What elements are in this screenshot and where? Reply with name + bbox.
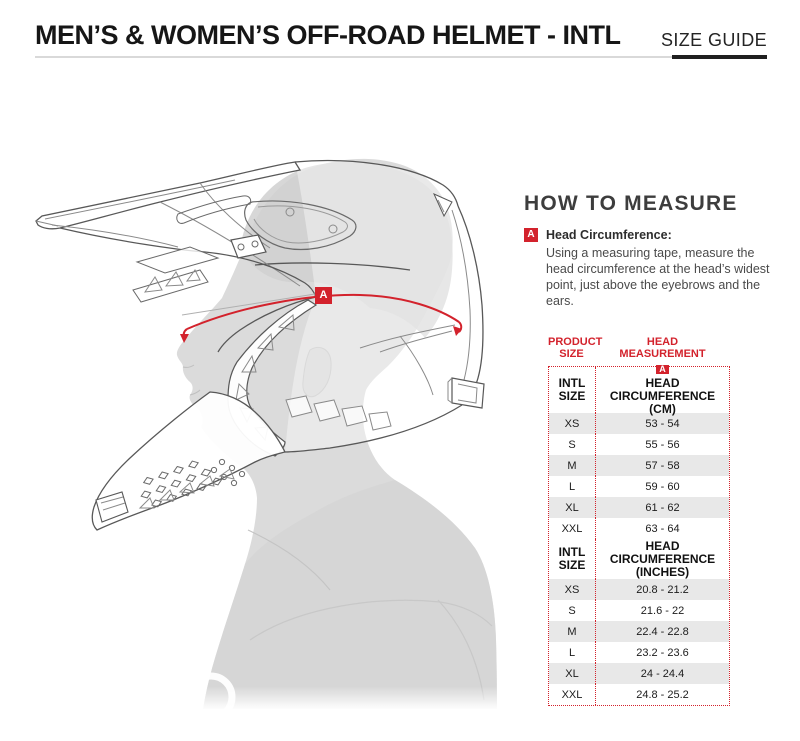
marker-a-badge: A — [524, 228, 538, 242]
how-to-measure-heading: HOW TO MEASURE — [524, 192, 738, 215]
measure-item-line: point, just above the eyebrows and the ears. — [546, 278, 761, 308]
table-row: XXL 24.8 - 25.2 — [549, 684, 729, 705]
table-section-header-cm — [549, 363, 729, 416]
column-header-head-measurement: HEAD MEASUREMENT — [619, 336, 706, 360]
table-row: M 57 - 58 — [549, 455, 729, 476]
table-row: S 21.6 - 22 — [549, 600, 729, 621]
header-divider — [35, 56, 767, 58]
measure-item-head-circumference — [524, 228, 786, 309]
table-row: XXL 63 - 64 — [549, 518, 729, 539]
table-marker-a-badge: A — [656, 365, 669, 374]
measure-item-title: Head Circumference: — [546, 228, 672, 242]
measure-item-text — [546, 228, 786, 309]
size-table — [548, 337, 730, 706]
section-measure-label: HEAD CIRCUMFERENCE (INCHES) — [609, 538, 716, 579]
table-row: S 55 - 56 — [549, 434, 729, 455]
table-row: XL 61 - 62 — [549, 497, 729, 518]
table-row: XL 24 - 24.4 — [549, 663, 729, 684]
column-header-product-size: PRODUCT SIZE — [548, 336, 603, 360]
diagram-marker-a-badge: A — [315, 287, 332, 304]
table-row: M 22.4 - 22.8 — [549, 621, 729, 642]
section-size-label: INTL SIZE — [549, 367, 596, 413]
table-section-header-inches — [549, 539, 729, 579]
table-row: L 23.2 - 23.6 — [549, 642, 729, 663]
page-title: MEN’S & WOMEN’S OFF-ROAD HELMET - INTL — [35, 20, 621, 50]
helmet-diagram-illustration — [15, 140, 530, 741]
size-guide-label: SIZE GUIDE — [660, 30, 767, 50]
table-row: XS 20.8 - 21.2 — [549, 579, 729, 600]
section-measure-label: A HEAD CIRCUMFERENCE (CM) — [609, 363, 716, 416]
table-row: XS 53 - 54 — [549, 413, 729, 434]
size-table-column-headers — [548, 337, 730, 360]
measure-item-line: Using a measuring tape, measure the — [546, 246, 755, 260]
section-size-label: INTL SIZE — [549, 539, 596, 579]
header-divider-accent — [672, 55, 767, 59]
size-table-box — [548, 363, 730, 706]
how-to-measure-section — [524, 192, 786, 309]
measure-item-line: head circumference at the head’s widest — [546, 262, 770, 276]
table-row: L 59 - 60 — [549, 476, 729, 497]
